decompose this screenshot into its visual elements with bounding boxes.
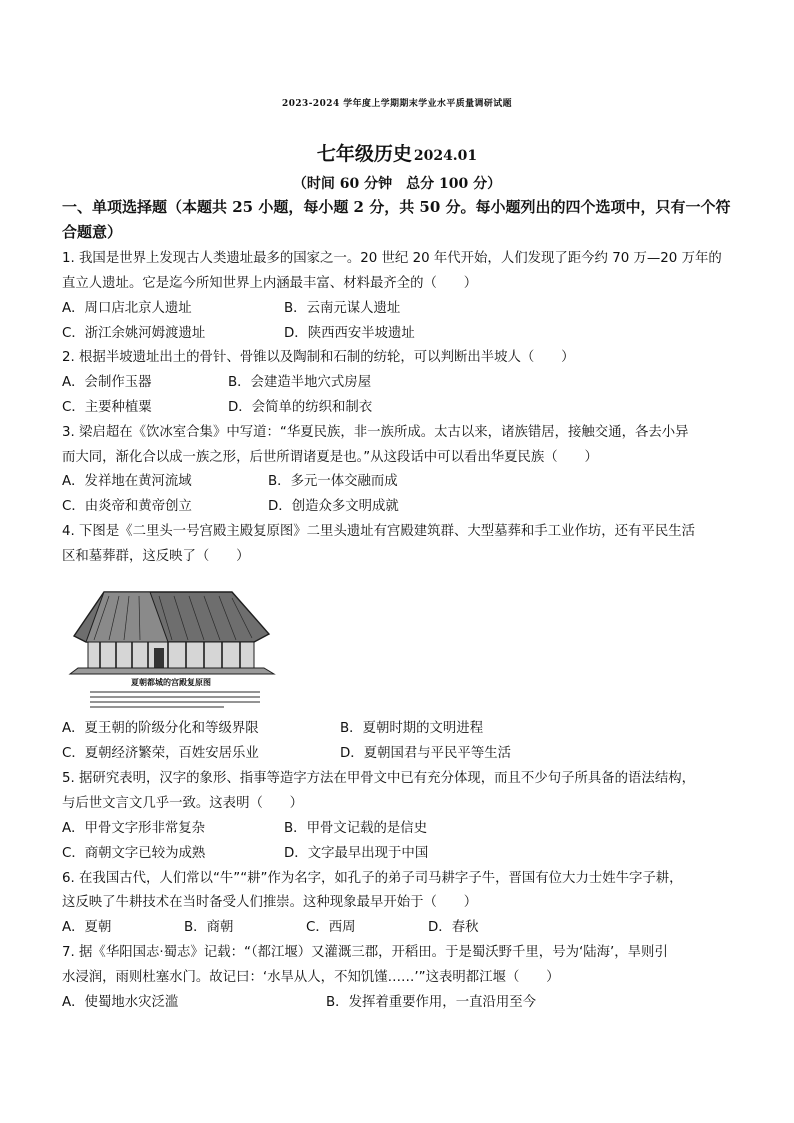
question-3-line-1: 3. 梁启超在《饮冰室合集》中写道：“华夏民族，非一族所成。太古以来，诸族错居，接触交通，各去小异 — [62, 425, 689, 440]
question-7-option-a: A．使蜀地水灾泛滥 — [62, 995, 179, 1010]
time-score-info: （时间 60 分钟 总分 100 分） — [292, 176, 502, 192]
question-4-option-a: A．夏王朝的阶级分化和等级界限 — [62, 721, 259, 736]
question-6-option-d: D．春秋 — [428, 920, 479, 935]
question-7-line-1: 7. 据《华阳国志·蜀志》记载：“（都江堰）又灌溉三郡，开稻田。于是蜀沃野千里，号为‘陆海’，旱则引 — [62, 945, 668, 960]
question-6-option-c: C．西周 — [306, 920, 356, 935]
question-1-option-d: D．陕西西安半坡遗址 — [284, 326, 415, 341]
question-5-line-2: 与后世文言文几乎一致。这表明（ ） — [62, 796, 304, 811]
question-6-line-2: 这反映了牛耕技术在当时备受人们推崇。这种现象最早开始于（ ） — [62, 895, 478, 910]
question-2-option-b: B．会建造半地穴式房屋 — [228, 375, 372, 390]
question-7-line-2: 水浸润，雨则杜塞水门。故记曰：‘水旱从人，不知饥馑……’”这表明都江堰（ ） — [62, 970, 560, 985]
palace-reconstruction-image — [64, 576, 278, 716]
question-1-line-2: 直立人遗址。它是迄今所知世界上内涵最丰富、材料最齐全的（ ） — [62, 276, 478, 291]
question-4-line-1: 4. 下图是《二里头一号宫殿主殿复原图》二里头遗址有宫殿建筑群、大型墓葬和手工业作坊，还有平民生活 — [62, 524, 695, 539]
exam-title: 2023-2024 学年度上学期期末学业水平质量调研试题 — [282, 99, 512, 109]
question-5-option-b: B．甲骨文记载的是信史 — [284, 821, 428, 836]
question-5-option-a: A．甲骨文字形非常复杂 — [62, 821, 206, 836]
question-3-option-d: D．创造众多文明成就 — [268, 499, 399, 514]
question-4-line-2: 区和墓葬群，这反映了（ ） — [62, 549, 250, 564]
question-4-option-d: D．夏朝国君与平民平等生活 — [340, 746, 511, 761]
subject-label: 七年级历史 — [316, 143, 412, 165]
figure-caption: 夏朝都城的宫殿复原图 — [131, 678, 211, 687]
question-4-option-b: B．夏朝时期的文明进程 — [340, 721, 484, 736]
question-1-option-a: A．周口店北京人遗址 — [62, 301, 192, 316]
question-3-option-b: B．多元一体交融而成 — [268, 474, 398, 489]
question-6-option-a: A．夏朝 — [62, 920, 112, 935]
question-2-option-d: D．会简单的纺织和制衣 — [228, 400, 373, 415]
question-3-option-a: A．发祥地在黄河流域 — [62, 474, 192, 489]
question-7-option-b: B．发挥着重要作用，一直沿用至今 — [326, 995, 537, 1010]
question-6-option-b: B．商朝 — [184, 920, 234, 935]
exam-subtitle — [0, 139, 794, 166]
question-2-option-a: A．会制作玉器 — [62, 375, 152, 390]
question-4-option-c: C．夏朝经济繁荣，百姓安居乐业 — [62, 746, 259, 761]
question-6-line-1: 6. 在我国古代，人们常以“牛”“耕”作为名字，如孔子的弟子司马耕字子牛，晋国有位大力士姓牛字子耕， — [62, 871, 683, 886]
question-5-option-d: D．文字最早出现于中国 — [284, 846, 429, 861]
question-1-option-c: C．浙江余姚河姆渡遗址 — [62, 326, 206, 341]
question-3-option-c: C．由炎帝和黄帝创立 — [62, 499, 192, 514]
question-1-line-1: 1. 我国是世界上发现古人类遗址最多的国家之一。20 世纪 20 年代开始，人们发现了距今约 70 万—20 万年的 — [62, 251, 722, 266]
question-5-line-1: 5. 据研究表明，汉字的象形、指事等造字方法在甲骨文中已有充分体现，而且不少句子所具备的语法结构， — [62, 771, 695, 786]
question-3-line-2: 而大同，渐化合以成一族之形，后世所谓诸夏是也。”从这段话中可以看出华夏民族（ ） — [62, 450, 598, 465]
question-5-option-c: C．商朝文字已较为成熟 — [62, 846, 206, 861]
question-2-option-c: C．主要种植粟 — [62, 400, 152, 415]
question-2-line-1: 2. 根据半坡遗址出土的骨针、骨锥以及陶制和石制的纺轮，可以判断出半坡人（ ） — [62, 350, 575, 365]
exam-date: 2024.01 — [413, 148, 478, 164]
section-heading: 一、单项选择题（本题共 25 小题，每小题 2 分，共 50 分。每小题列出的四个选项中，只有一个符合题意） — [62, 198, 731, 241]
question-1-option-b: B．云南元谋人遗址 — [284, 301, 401, 316]
